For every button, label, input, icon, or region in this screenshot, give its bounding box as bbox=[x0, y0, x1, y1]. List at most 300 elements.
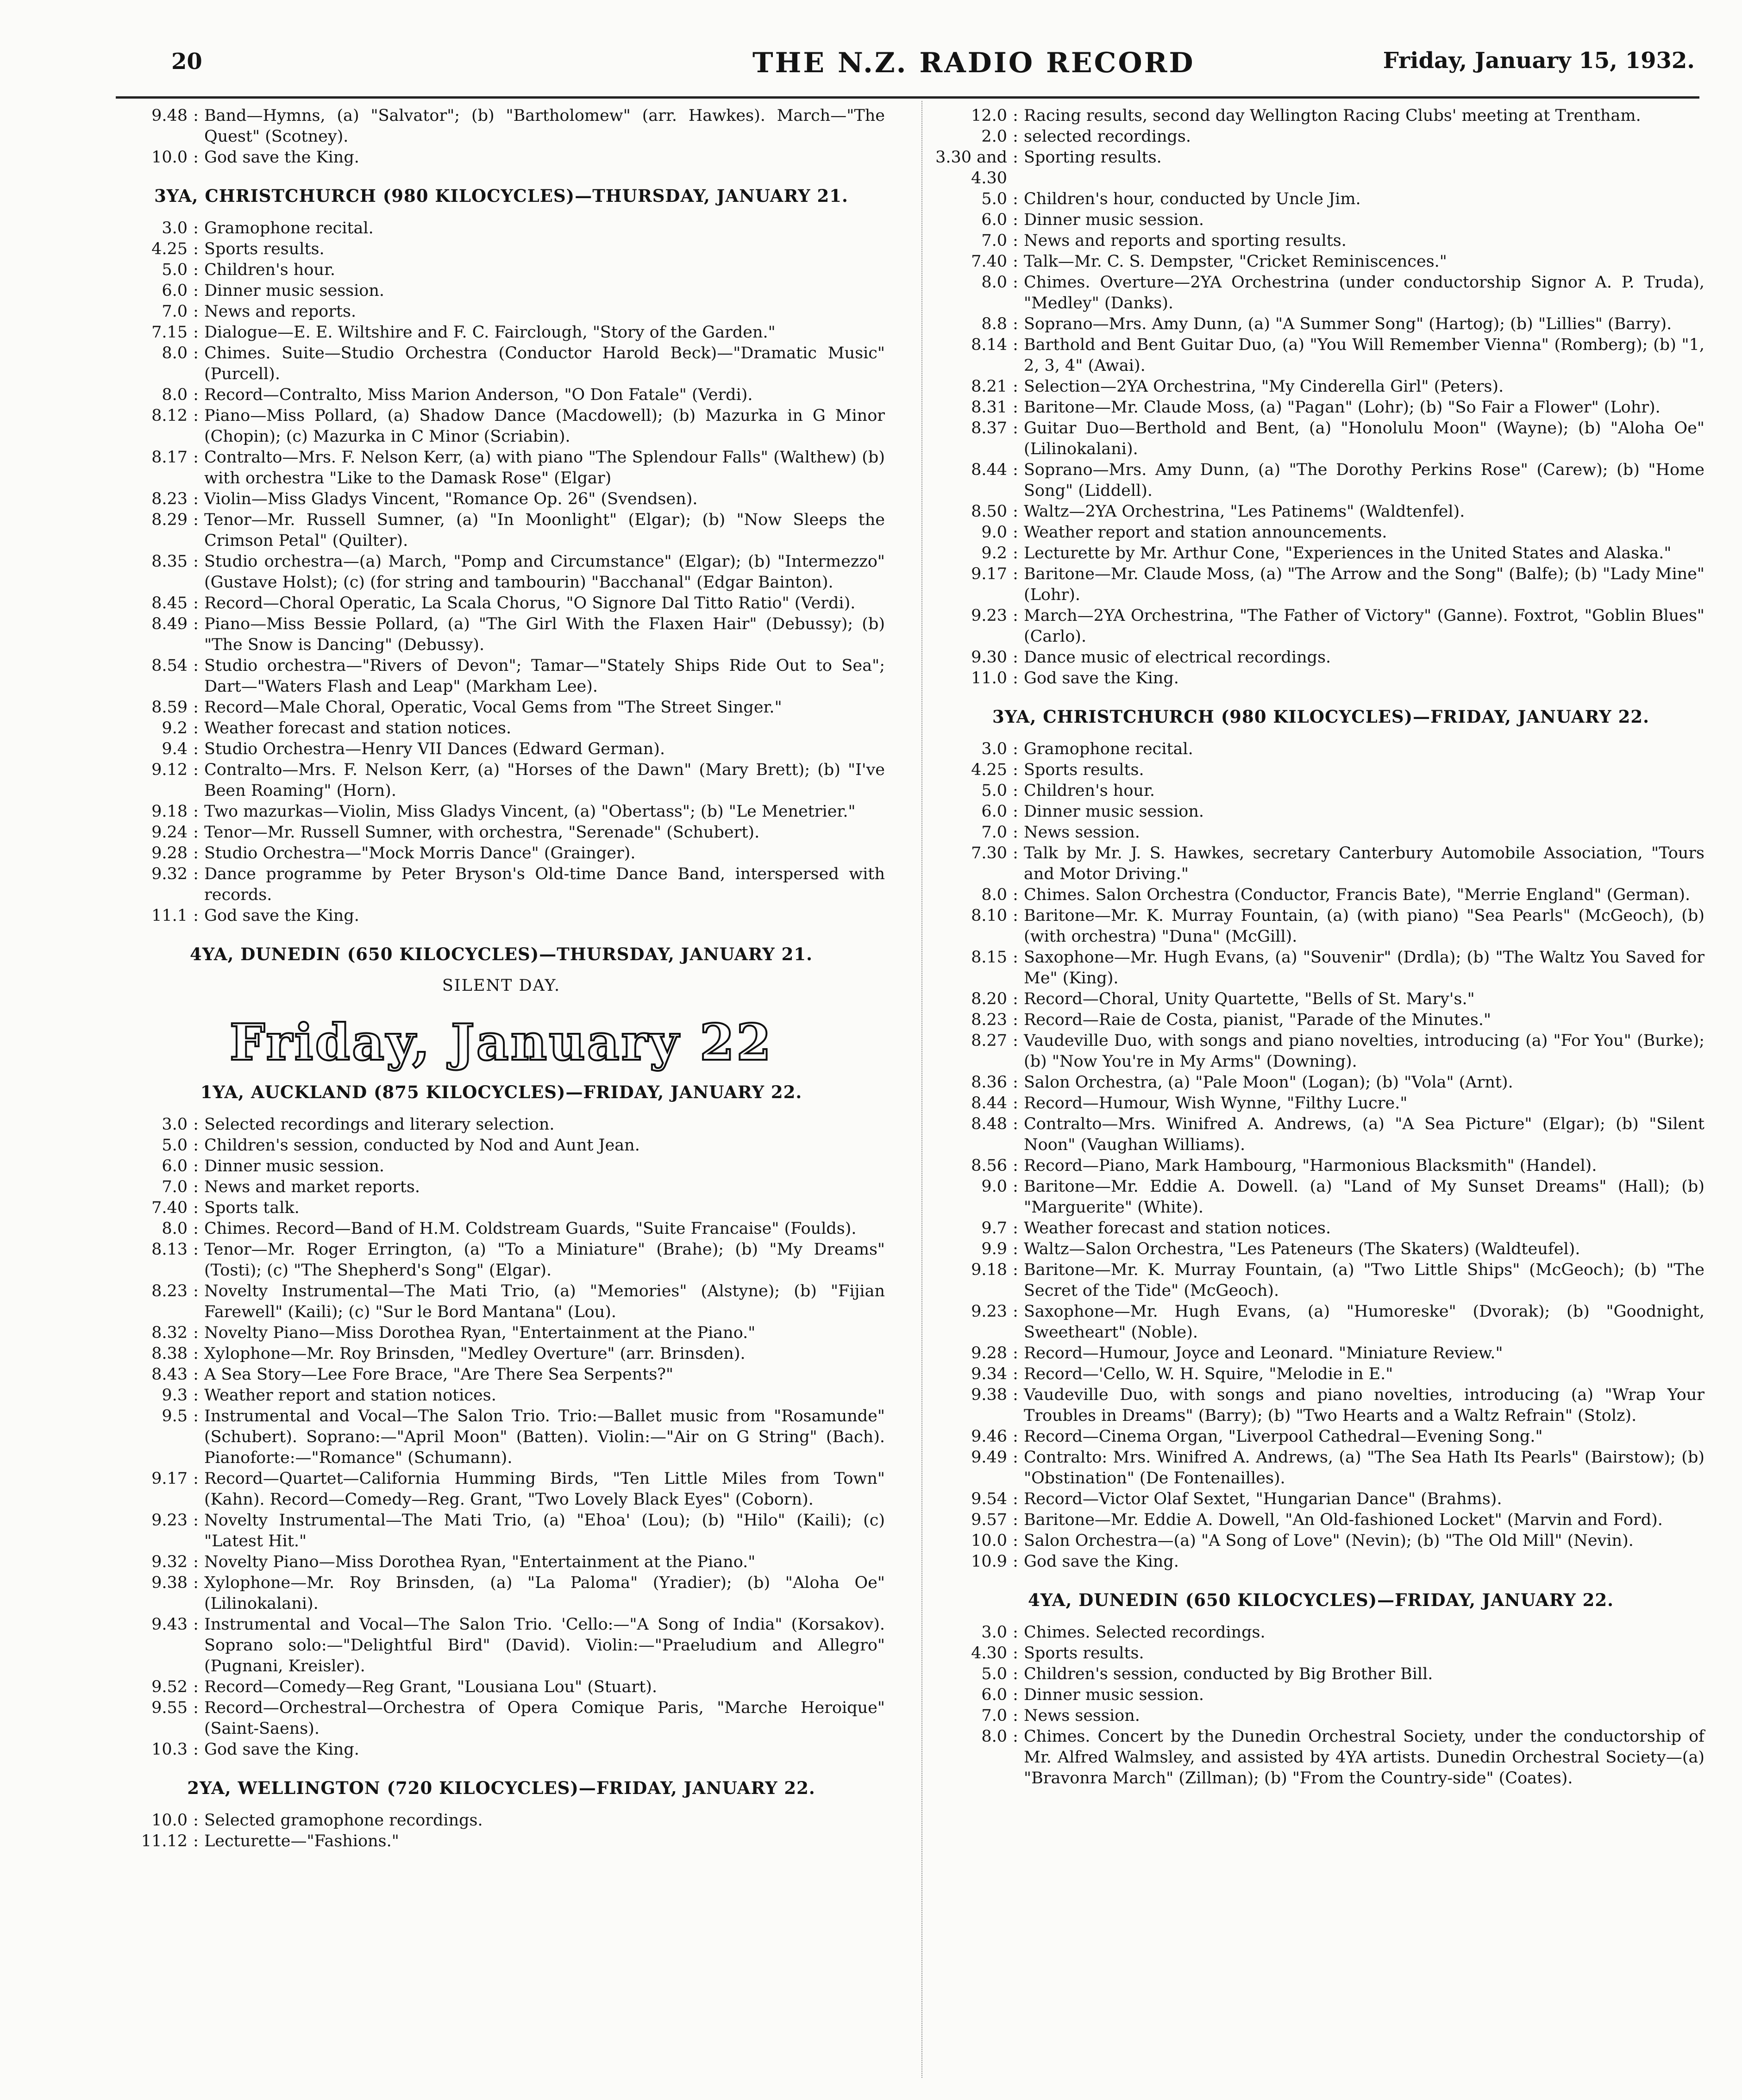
program-entry bbox=[116, 1177, 887, 1198]
program-time: 9.48 bbox=[151, 106, 188, 125]
program-description: Tenor—Mr. Roger Errington, (a) "To a Miniature" (Brahe); (b) "My Dreams" (Tosti); (c) "The Shepherd's Song" (Elgar). bbox=[204, 1240, 885, 1280]
time-separator: : bbox=[1013, 1261, 1018, 1279]
time-separator: : bbox=[193, 906, 199, 925]
time-separator: : bbox=[193, 844, 199, 862]
time-separator: : bbox=[1013, 190, 1018, 208]
program-time: 10.9 bbox=[971, 1552, 1007, 1571]
program-time: 3.30 and 4.30 bbox=[935, 148, 1007, 188]
program-description: Novelty Piano—Miss Dorothea Ryan, "Entertainment at the Piano." bbox=[204, 1553, 756, 1571]
program-entry bbox=[116, 147, 887, 168]
program-time: 9.38 bbox=[971, 1386, 1007, 1404]
time-separator: : bbox=[1013, 461, 1018, 479]
page-number: 20 bbox=[171, 49, 202, 75]
program-entry bbox=[935, 1093, 1706, 1114]
program-time: 8.27 bbox=[971, 1031, 1007, 1050]
program-description: Record—'Cello, W. H. Squire, "Melodie in E." bbox=[1024, 1365, 1393, 1383]
program-time: 8.32 bbox=[151, 1324, 188, 1342]
program-entry bbox=[935, 1343, 1706, 1364]
program-entry bbox=[116, 718, 887, 739]
program-time: 7.15 bbox=[151, 323, 188, 342]
time-separator: : bbox=[193, 656, 199, 675]
program-entry bbox=[935, 1031, 1706, 1072]
time-separator: : bbox=[1013, 669, 1018, 688]
program-time: 8.23 bbox=[971, 1011, 1007, 1029]
time-separator: : bbox=[1013, 565, 1018, 583]
program-description: Violin—Miss Gladys Vincent, "Romance Op. 26" (Svendsen). bbox=[204, 490, 698, 508]
time-separator: : bbox=[193, 1574, 199, 1592]
program-description: Soprano—Mrs. Amy Dunn, (a) "A Summer Song" (Hartog); (b) "Lillies" (Barry). bbox=[1024, 315, 1672, 333]
program-time: 9.28 bbox=[151, 844, 188, 862]
program-entry bbox=[935, 418, 1706, 460]
station-heading: 3YA, CHRISTCHURCH (980 KILOCYCLES)—FRIDAY, JANUARY 22. bbox=[992, 706, 1649, 727]
program-description: Instrumental and Vocal—The Salon Trio. Trio:—Ballet music from "Rosamunde" (Schubert). Soprano:—"April Moon" (Batten). Violin:—"Air on G String" (Bach). Pianoforte:—"Romance" (Schumann). bbox=[204, 1407, 885, 1467]
time-separator: : bbox=[1013, 419, 1018, 438]
program-description: Xylophone—Mr. Roy Brinsden, "Medley Overture" (arr. Brinsden). bbox=[204, 1344, 746, 1363]
program-entry bbox=[935, 1510, 1706, 1531]
program-entry bbox=[935, 543, 1706, 564]
program-description: Dinner music session. bbox=[204, 281, 385, 300]
time-separator: : bbox=[193, 1740, 199, 1759]
program-description: Novelty Piano—Miss Dorothea Ryan, "Entertainment at the Piano." bbox=[204, 1324, 756, 1342]
program-time: 8.45 bbox=[151, 594, 188, 612]
program-entry bbox=[935, 1072, 1706, 1093]
program-description: Record—Choral Operatic, La Scala Chorus, "O Signore Dal Titto Ratio" (Verdi). bbox=[204, 594, 856, 612]
program-description: Record—Orchestral—Orchestra of Opera Comique Paris, "Marche Heroique" (Saint-Saens). bbox=[204, 1699, 885, 1738]
time-separator: : bbox=[1013, 1240, 1018, 1258]
time-separator: : bbox=[193, 761, 199, 779]
program-description: Piano—Miss Bessie Pollard, (a) "The Girl With the Flaxen Hair" (Debussy); (b) "The Snow is Dancing" (Debussy). bbox=[204, 615, 885, 654]
program-description: Weather report and station announcements. bbox=[1024, 523, 1387, 542]
day-heading: Friday, January 22 bbox=[229, 1013, 773, 1072]
time-separator: : bbox=[193, 1678, 199, 1696]
program-description: Record—Contralto, Miss Marion Anderson, "O Don Fatale" (Verdi). bbox=[204, 386, 753, 404]
program-entry bbox=[116, 864, 887, 906]
program-description: Studio Orchestra—"Mock Morris Dance" (Grainger). bbox=[204, 844, 636, 862]
time-separator: : bbox=[193, 448, 199, 467]
program-description: God save the King. bbox=[1024, 669, 1179, 688]
program-description: Guitar Duo—Berthold and Bent, (a) "Honolulu Moon" (Wayne); (b) "Aloha Oe" (Lilinokalani). bbox=[1024, 419, 1704, 458]
program-time: 9.0 bbox=[981, 523, 1007, 542]
program-entry bbox=[935, 335, 1706, 376]
time-separator: : bbox=[1013, 1686, 1018, 1704]
program-description: Lecturette by Mr. Arthur Cone, "Experiences in the United States and Alaska." bbox=[1024, 544, 1672, 562]
time-separator: : bbox=[193, 802, 199, 821]
program-time: 10.3 bbox=[151, 1740, 188, 1759]
program-entry bbox=[935, 1239, 1706, 1260]
program-time: 8.13 bbox=[151, 1240, 188, 1259]
program-description: Chimes. Concert by the Dunedin Orchestral Society, under the conductorship of Mr. Alfred Walmsley, and assisted by 4YA artists. Dunedin Orchestral Society—(a) "Bravonra March" (Zillman); (b) "From the Country-side" (Coates). bbox=[1024, 1727, 1704, 1788]
program-time: 8.48 bbox=[971, 1115, 1007, 1133]
program-description: Novelty Instrumental—The Mati Trio, (a) "Memories" (Alstyne); (b) "Fijian Farewell" (Kaili); (c) "Sur le Bord Mantana" (Lou). bbox=[204, 1282, 885, 1321]
program-description: Chimes. Salon Orchestra (Conductor, Francis Bate), "Merrie England" (German). bbox=[1024, 886, 1691, 904]
program-time: 8.0 bbox=[162, 344, 188, 362]
program-entry bbox=[935, 885, 1706, 906]
program-description: Record—Male Choral, Operatic, Vocal Gems from "The Street Singer." bbox=[204, 698, 782, 717]
program-time: 9.18 bbox=[151, 802, 188, 821]
program-entry bbox=[935, 947, 1706, 989]
time-separator: : bbox=[193, 1240, 199, 1259]
time-separator: : bbox=[1013, 1073, 1018, 1092]
time-separator: : bbox=[193, 106, 199, 125]
program-time: 9.23 bbox=[971, 1302, 1007, 1321]
program-description: Gramophone recital. bbox=[204, 219, 374, 238]
time-separator: : bbox=[1013, 127, 1018, 146]
program-time: 9.49 bbox=[971, 1448, 1007, 1467]
program-description: Baritone—Mr. Claude Moss, (a) "Pagan" (Lohr); (b) "So Fair a Flower" (Lohr). bbox=[1024, 398, 1661, 417]
station-heading: 3YA, CHRISTCHURCH (980 KILOCYCLES)—THURSDAY, JANUARY 21. bbox=[154, 186, 848, 206]
program-time: 4.25 bbox=[971, 761, 1007, 779]
time-separator: : bbox=[1013, 1552, 1018, 1571]
program-description: Record—Victor Olaf Sextet, "Hungarian Dance" (Brahms). bbox=[1024, 1490, 1502, 1508]
program-description: God save the King. bbox=[1024, 1552, 1179, 1571]
program-entry bbox=[116, 239, 887, 260]
time-separator: : bbox=[193, 1324, 199, 1342]
program-entry bbox=[116, 281, 887, 301]
program-time: 6.0 bbox=[981, 802, 1007, 821]
program-time: 9.57 bbox=[971, 1511, 1007, 1529]
program-entry bbox=[935, 1301, 1706, 1343]
program-description: March—2YA Orchestrina, "The Father of Victory" (Ganne). Foxtrot, "Goblin Blues" (Carlo). bbox=[1024, 606, 1704, 646]
time-separator: : bbox=[193, 1199, 199, 1217]
time-separator: : bbox=[193, 1344, 199, 1363]
program-description: Record—Humour, Joyce and Leonard. "Miniature Review." bbox=[1024, 1344, 1503, 1362]
program-entry bbox=[935, 314, 1706, 335]
time-separator: : bbox=[1013, 906, 1018, 925]
program-description: Baritone—Mr. K. Murray Fountain, (a) (with piano) "Sea Pearls" (McGeoch), (b) (with orchestra) "Duna" (McGill). bbox=[1024, 906, 1704, 946]
program-time: 9.5 bbox=[162, 1407, 188, 1425]
program-time: 9.34 bbox=[971, 1365, 1007, 1383]
program-time: 9.24 bbox=[151, 823, 188, 842]
time-separator: : bbox=[193, 240, 199, 258]
program-entry bbox=[935, 501, 1706, 522]
time-separator: : bbox=[1013, 1490, 1018, 1508]
program-entry bbox=[935, 522, 1706, 543]
program-entry bbox=[116, 406, 887, 447]
time-separator: : bbox=[1013, 398, 1018, 417]
issue-date: Friday, January 15, 1932. bbox=[1383, 48, 1695, 74]
time-separator: : bbox=[1013, 211, 1018, 229]
program-time: 8.8 bbox=[981, 315, 1007, 333]
program-description: God save the King. bbox=[204, 1740, 359, 1759]
program-time: 9.0 bbox=[981, 1177, 1007, 1196]
program-time: 7.30 bbox=[971, 844, 1007, 862]
program-description: Contralto—Mrs. F. Nelson Kerr, (a) "Horses of the Dawn" (Mary Brett); (b) "I've Been Roaming" (Horn). bbox=[204, 761, 885, 800]
program-time: 5.0 bbox=[162, 261, 188, 279]
program-description: Sports results. bbox=[1024, 1644, 1144, 1662]
program-time: 7.0 bbox=[162, 1178, 188, 1196]
program-description: Dinner music session. bbox=[1024, 802, 1204, 821]
program-entry bbox=[935, 739, 1706, 760]
program-description: Children's hour, conducted by Uncle Jim. bbox=[1024, 190, 1361, 208]
time-separator: : bbox=[1013, 315, 1018, 333]
program-time: 8.43 bbox=[151, 1365, 188, 1384]
program-time: 9.23 bbox=[971, 606, 1007, 625]
time-separator: : bbox=[193, 302, 199, 321]
time-separator: : bbox=[1013, 740, 1018, 758]
program-description: Studio Orchestra—Henry VII Dances (Edward German). bbox=[204, 740, 665, 758]
program-time: 6.0 bbox=[981, 1686, 1007, 1704]
program-time: 9.32 bbox=[151, 865, 188, 883]
program-time: 7.0 bbox=[981, 1706, 1007, 1725]
program-entry bbox=[116, 1573, 887, 1614]
program-time: 6.0 bbox=[162, 1157, 188, 1175]
time-separator: : bbox=[1013, 781, 1018, 800]
program-entry bbox=[116, 489, 887, 510]
time-separator: : bbox=[1013, 1665, 1018, 1683]
program-description: Lecturette—"Fashions." bbox=[204, 1832, 399, 1850]
time-separator: : bbox=[1013, 1644, 1018, 1662]
program-entry bbox=[116, 1385, 887, 1406]
program-description: Band—Hymns, (a) "Salvator"; (b) "Bartholomew" (arr. Hawkes). March—"The Quest" (Scotney). bbox=[204, 106, 885, 146]
program-entry bbox=[935, 1176, 1706, 1218]
program-entry bbox=[935, 906, 1706, 947]
program-entry bbox=[116, 1156, 887, 1177]
program-entry bbox=[116, 1239, 887, 1281]
program-description: Sporting results. bbox=[1024, 148, 1162, 167]
program-entry bbox=[116, 906, 887, 926]
time-separator: : bbox=[1013, 1706, 1018, 1725]
program-entry bbox=[935, 1706, 1706, 1726]
time-separator: : bbox=[193, 1365, 199, 1384]
program-entry bbox=[116, 1552, 887, 1573]
program-entry bbox=[935, 801, 1706, 822]
program-time: 8.0 bbox=[981, 273, 1007, 292]
program-description: Barthold and Bent Guitar Duo, (a) "You Will Remember Vienna" (Romberg); (b) "1, 2, 3, 4" (Awai). bbox=[1024, 336, 1704, 375]
time-separator: : bbox=[1013, 990, 1018, 1008]
program-time: 7.40 bbox=[971, 252, 1007, 271]
program-time: 8.12 bbox=[151, 406, 188, 425]
program-entry bbox=[935, 1531, 1706, 1551]
time-separator: : bbox=[193, 1811, 199, 1830]
program-description: Dance programme by Peter Bryson's Old-time Dance Band, interspersed with records. bbox=[204, 865, 885, 904]
time-separator: : bbox=[1013, 948, 1018, 967]
program-time: 9.3 bbox=[162, 1386, 188, 1405]
program-description: Dinner music session. bbox=[204, 1157, 385, 1175]
time-separator: : bbox=[1013, 1427, 1018, 1446]
program-description: Contralto—Mrs. F. Nelson Kerr, (a) with piano "The Splendour Falls" (Walthew) (b) with orchestra "Like to the Damask Rose" (Elgar) bbox=[204, 448, 885, 488]
program-description: Dialogue—E. E. Wiltshire and F. C. Fairclough, "Story of the Garden." bbox=[204, 323, 776, 342]
program-entry bbox=[935, 781, 1706, 801]
program-description: Chimes. Overture—2YA Orchestrina (under conductorship Signor A. P. Truda), "Medley" (Danks). bbox=[1024, 273, 1704, 312]
program-entry bbox=[935, 1489, 1706, 1510]
program-time: 9.23 bbox=[151, 1511, 188, 1530]
time-separator: : bbox=[1013, 231, 1018, 250]
time-separator: : bbox=[1013, 823, 1018, 842]
time-separator: : bbox=[193, 1832, 199, 1850]
program-entry bbox=[935, 760, 1706, 781]
program-entry bbox=[935, 126, 1706, 147]
program-entry bbox=[935, 1260, 1706, 1301]
time-separator: : bbox=[1013, 844, 1018, 862]
time-separator: : bbox=[1013, 148, 1018, 167]
program-time: 8.15 bbox=[971, 948, 1007, 967]
program-time: 9.9 bbox=[981, 1240, 1007, 1258]
program-time: 9.17 bbox=[151, 1469, 188, 1488]
program-entry bbox=[116, 1198, 887, 1219]
program-description: Weather forecast and station notices. bbox=[204, 719, 512, 738]
program-entry bbox=[935, 1447, 1706, 1489]
time-separator: : bbox=[1013, 544, 1018, 562]
program-time: 9.28 bbox=[971, 1344, 1007, 1362]
time-separator: : bbox=[193, 1511, 199, 1530]
time-separator: : bbox=[1013, 1177, 1018, 1196]
time-separator: : bbox=[1013, 1511, 1018, 1529]
program-description: News session. bbox=[1024, 823, 1140, 842]
time-separator: : bbox=[1013, 1531, 1018, 1550]
program-time: 8.0 bbox=[981, 886, 1007, 904]
program-entry bbox=[116, 322, 887, 343]
program-entry bbox=[935, 1551, 1706, 1572]
program-entry bbox=[935, 272, 1706, 314]
time-separator: : bbox=[193, 148, 199, 167]
program-description: Selected recordings and literary selection. bbox=[204, 1115, 555, 1134]
program-entry bbox=[116, 1364, 887, 1385]
program-entry bbox=[116, 343, 887, 385]
program-entry bbox=[116, 593, 887, 614]
program-time: 8.35 bbox=[151, 552, 188, 571]
program-entry bbox=[935, 1218, 1706, 1239]
program-description: Waltz—Salon Orchestra, "Les Pateneurs (The Skaters) (Waldteufel). bbox=[1024, 1240, 1580, 1258]
program-time: 3.0 bbox=[981, 1623, 1007, 1642]
program-description: Chimes. Record—Band of H.M. Coldstream Guards, "Suite Francaise" (Foulds). bbox=[204, 1219, 857, 1238]
program-description: Xylophone—Mr. Roy Brinsden, (a) "La Paloma" (Yradier); (b) "Aloha Oe" (Lilinokalani). bbox=[204, 1574, 885, 1613]
program-entry bbox=[935, 1685, 1706, 1706]
time-separator: : bbox=[1013, 1344, 1018, 1362]
program-time: 9.30 bbox=[971, 648, 1007, 667]
program-description: Sports talk. bbox=[204, 1199, 300, 1217]
program-time: 8.54 bbox=[151, 656, 188, 675]
program-entry bbox=[935, 1622, 1706, 1643]
program-description: Children's session, conducted by Nod and Aunt Jean. bbox=[204, 1136, 640, 1155]
program-time: 9.4 bbox=[162, 740, 188, 758]
time-separator: : bbox=[193, 323, 199, 342]
program-description: Record—Quartet—California Humming Birds, "Ten Little Miles from Town" (Kahn). Record—Comedy—Reg. Grant, "Two Lovely Black Eyes" (Coborn). bbox=[204, 1469, 885, 1509]
program-list bbox=[116, 1114, 887, 1760]
time-separator: : bbox=[1013, 1031, 1018, 1050]
time-separator: : bbox=[1013, 1448, 1018, 1467]
program-entry bbox=[116, 447, 887, 489]
program-time: 3.0 bbox=[162, 1115, 188, 1134]
program-description: Weather report and station notices. bbox=[204, 1386, 496, 1405]
program-description: Tenor—Mr. Russell Sumner, with orchestra, "Serenade" (Schubert). bbox=[204, 823, 760, 842]
program-entry bbox=[116, 739, 887, 760]
program-description: Tenor—Mr. Russell Sumner, (a) "In Moonlight" (Elgar); (b) "Now Sleeps the Crimson Petal" (Quilter). bbox=[204, 511, 885, 550]
program-description: Chimes. Suite—Studio Orchestra (Conductor Harold Beck)—"Dramatic Music" (Purcell). bbox=[204, 344, 885, 383]
program-entry bbox=[116, 510, 887, 551]
station-heading: 2YA, WELLINGTON (720 KILOCYCLES)—FRIDAY, JANUARY 22. bbox=[187, 1778, 815, 1798]
program-description: Contralto—Mrs. Winifred A. Andrews, (a) "A Sea Picture" (Elgar); (b) "Silent Noon" (Vaughan Williams). bbox=[1024, 1115, 1704, 1154]
program-description: Talk by Mr. J. S. Hawkes, secretary Canterbury Automobile Association, "Tours and Motor Driving." bbox=[1024, 844, 1704, 883]
program-entry bbox=[935, 231, 1706, 251]
time-separator: : bbox=[193, 1407, 199, 1425]
time-separator: : bbox=[193, 719, 199, 738]
program-time: 10.0 bbox=[971, 1531, 1007, 1550]
program-entry bbox=[935, 1156, 1706, 1176]
program-entry bbox=[116, 1698, 887, 1739]
program-list bbox=[116, 1810, 887, 1852]
time-separator: : bbox=[1013, 273, 1018, 292]
program-list bbox=[935, 106, 1706, 689]
time-separator: : bbox=[193, 552, 199, 571]
program-list bbox=[935, 739, 1706, 1572]
program-description: Baritone—Mr. Eddie A. Dowell, "An Old-fashioned Locket" (Marvin and Ford). bbox=[1024, 1511, 1663, 1529]
time-separator: : bbox=[1013, 502, 1018, 521]
program-description: Instrumental and Vocal—The Salon Trio. 'Cello:—"A Song of India" (Korsakov). Soprano solo:—"Delightful Bird" (David). Violin:—"Praeludium and Allegro" (Pugnani, Kreisler). bbox=[204, 1615, 885, 1675]
program-entry bbox=[935, 251, 1706, 272]
program-entry bbox=[116, 1219, 887, 1239]
program-description: Saxophone—Mr. Hugh Evans, (a) "Souvenir" (Drdla); (b) "The Waltz You Saved for Me" (King). bbox=[1024, 948, 1704, 988]
publication-title: THE N.Z. RADIO RECORD bbox=[752, 47, 1195, 79]
program-time: 9.46 bbox=[971, 1427, 1007, 1446]
program-description: Salon Orchestra—(a) "A Song of Love" (Nevin); (b) "The Old Mill" (Nevin). bbox=[1024, 1531, 1634, 1550]
program-entry bbox=[935, 822, 1706, 843]
program-description: selected recordings. bbox=[1024, 127, 1191, 146]
program-entry bbox=[116, 1831, 887, 1852]
program-description: Contralto: Mrs. Winifred A. Andrews, (a) "The Sea Hath Its Pearls" (Bairstow); (b) "Obstination" (De Fontenailles). bbox=[1024, 1448, 1704, 1488]
program-description: Studio orchestra—(a) March, "Pomp and Circumstance" (Elgar); (b) "Intermezzo" (Gustave Holst); (c) (for string and tambourin) "Bacchanal" (Edgar Bainton). bbox=[204, 552, 885, 592]
program-time: 9.38 bbox=[151, 1574, 188, 1592]
program-description: God save the King. bbox=[204, 906, 359, 925]
program-time: 8.0 bbox=[981, 1727, 1007, 1746]
station-heading: 4YA, DUNEDIN (650 KILOCYCLES)—THURSDAY, JANUARY 21. bbox=[190, 944, 813, 964]
program-entry bbox=[116, 1281, 887, 1323]
program-entry bbox=[116, 760, 887, 801]
program-description: Gramophone recital. bbox=[1024, 740, 1193, 758]
time-separator: : bbox=[193, 594, 199, 612]
program-entry bbox=[935, 1385, 1706, 1426]
program-time: 8.49 bbox=[151, 615, 188, 633]
time-separator: : bbox=[1013, 1011, 1018, 1029]
time-separator: : bbox=[193, 1699, 199, 1717]
program-entry bbox=[935, 1364, 1706, 1385]
time-separator: : bbox=[193, 490, 199, 508]
time-separator: : bbox=[193, 386, 199, 404]
program-time: 4.30 bbox=[971, 1644, 1007, 1662]
program-time: 9.43 bbox=[151, 1615, 188, 1634]
program-description: Selection—2YA Orchestrina, "My Cinderella Girl" (Peters). bbox=[1024, 377, 1504, 396]
program-entry bbox=[116, 614, 887, 656]
time-separator: : bbox=[193, 219, 199, 238]
program-time: 9.18 bbox=[971, 1261, 1007, 1279]
time-separator: : bbox=[193, 511, 199, 529]
program-list bbox=[116, 218, 887, 926]
program-list bbox=[116, 106, 887, 168]
program-time: 8.50 bbox=[971, 502, 1007, 521]
program-entry bbox=[935, 376, 1706, 397]
program-entry bbox=[116, 697, 887, 718]
program-entry bbox=[116, 106, 887, 147]
program-time: 8.44 bbox=[971, 1094, 1007, 1112]
program-time: 9.32 bbox=[151, 1553, 188, 1571]
program-description: Baritone—Mr. K. Murray Fountain, (a) "Two Little Ships" (McGeoch); (b) "The Secret of the Tide" (McGeoch). bbox=[1024, 1261, 1704, 1300]
program-time: 11.12 bbox=[141, 1832, 188, 1850]
program-time: 5.0 bbox=[162, 1136, 188, 1155]
program-time: 3.0 bbox=[162, 219, 188, 238]
program-time: 8.37 bbox=[971, 419, 1007, 438]
program-time: 5.0 bbox=[981, 190, 1007, 208]
program-time: 5.0 bbox=[981, 781, 1007, 800]
program-entry bbox=[935, 989, 1706, 1010]
time-separator: : bbox=[1013, 336, 1018, 354]
program-time: 8.23 bbox=[151, 1282, 188, 1300]
time-separator: : bbox=[1013, 1365, 1018, 1383]
program-description: Selected gramophone recordings. bbox=[204, 1811, 483, 1830]
program-description: Sports results. bbox=[1024, 761, 1144, 779]
program-time: 8.0 bbox=[162, 1219, 188, 1238]
program-description: Studio orchestra—"Rivers of Devon"; Tamar—"Stately Ships Ride Out to Sea"; Dart—"Waters Flash and Leap" (Markham Lee). bbox=[204, 656, 885, 696]
program-time: 8.36 bbox=[971, 1073, 1007, 1092]
program-time: 8.0 bbox=[162, 386, 188, 404]
